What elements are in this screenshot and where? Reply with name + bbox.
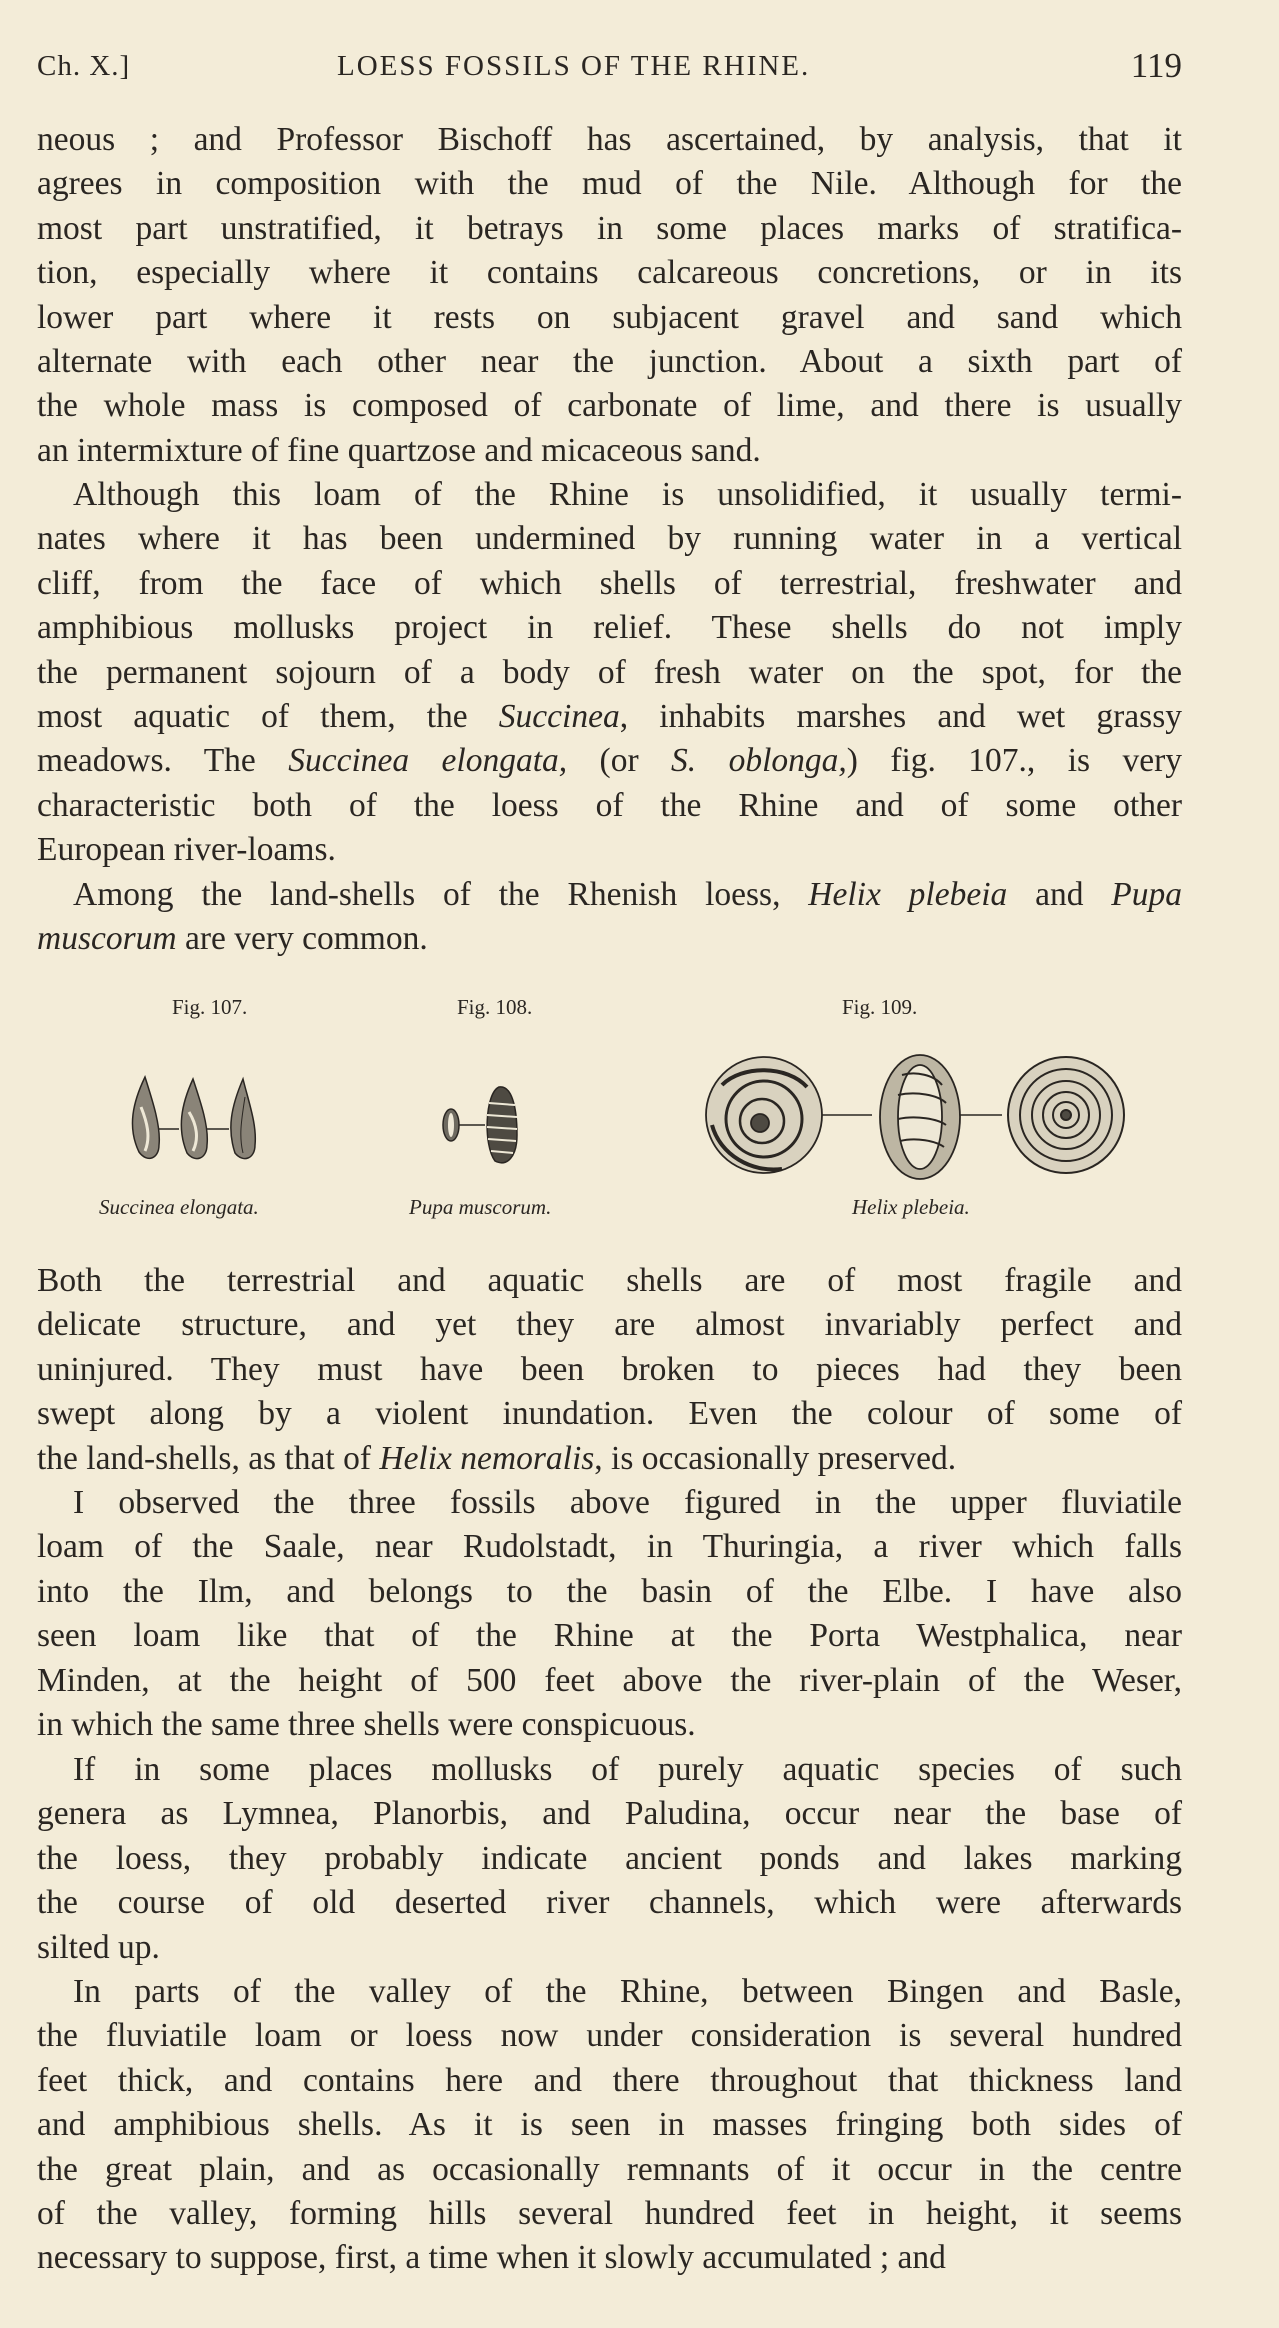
text-segment: feet thick, and contains here and there throughout that thickness land [37, 2061, 1182, 2099]
text-segment: swept along by a violent inundation. Even the colour of some of [37, 1395, 1182, 1433]
text-segment: characteristic both of the loess of the Rhine and of some other [37, 786, 1182, 824]
text-line [37, 606, 1182, 650]
text-line [37, 1303, 1182, 1347]
text-line [37, 1614, 1182, 1658]
text-segment: tion, especially where it contains calcareous concretions, or in its [37, 254, 1182, 292]
text-segment: Among the land-shells of the Rhenish loess, [73, 876, 809, 913]
text-segment: the great plain, and as occasionally remnants of it occur in the centre [37, 2150, 1182, 2188]
paragraph-3 [37, 873, 1182, 962]
text-segment: Minden, at the height of 500 feet above the river-plain of the Weser, [37, 1661, 1182, 1699]
text-segment: neous ; and Professor Bischoff has ascertained, by analysis, that it [37, 121, 1182, 158]
pupa-muscorum-illustration [437, 1075, 557, 1170]
italic-text: Succinea elongata, [288, 742, 568, 780]
running-header [37, 46, 1182, 100]
helix-plebeia-illustration [702, 1045, 1182, 1185]
text-segment: the permanent sojourn of a body of fresh water on the spot, for the [37, 653, 1182, 691]
text-segment: loam of the Saale, near Rudolstadt, in Thuringia, a river which falls [37, 1528, 1182, 1566]
running-title: LOESS FOSSILS OF THE RHINE. [337, 50, 811, 82]
text-line [37, 2148, 1182, 2192]
text-line [37, 118, 1182, 162]
text-line [37, 1792, 1182, 1836]
text-line [37, 251, 1182, 295]
text-line [37, 1837, 1182, 1881]
chapter-reference: Ch. X.] [37, 50, 131, 82]
text-segment: I observed the three fossils above figured in the upper fluviatile [73, 1484, 1182, 1521]
text-line [37, 1970, 1182, 2014]
text-segment: in which the same three shells were conspicuous. [37, 1705, 696, 1743]
text-line [37, 1659, 1182, 1703]
text-line [37, 739, 1182, 783]
italic-text: Helix plebeia [808, 876, 1008, 913]
text-segment: seen loam like that of the Rhine at the Porta Westphalica, near [37, 1617, 1182, 1655]
text-line [37, 207, 1182, 251]
text-line [37, 2192, 1182, 2236]
text-segment: into the Ilm, and belongs to the basin of the Elbe. I have also [37, 1572, 1182, 1610]
paragraph-1 [37, 118, 1182, 473]
text-line [37, 2236, 1182, 2280]
text-segment: the whole mass is composed of carbonate of lime, and there is usually [37, 387, 1182, 425]
text-line [37, 651, 1182, 695]
text-segment: delicate structure, and yet they are almost invariably perfect and [37, 1306, 1182, 1344]
text-line [37, 340, 1182, 384]
text-line [37, 1259, 1182, 1303]
text-line [37, 517, 1182, 561]
text-line [37, 429, 1182, 473]
succinea-elongata-illustration [125, 1067, 265, 1167]
paragraph-7 [37, 1970, 1182, 2281]
text-line [37, 2059, 1182, 2103]
text-segment: necessary to suppose, first, a time when it slowly accumulated ; and [37, 2239, 946, 2277]
text-segment: alternate with each other near the junction. About a sixth part of [37, 342, 1182, 380]
text-segment: European river-loams. [37, 831, 336, 869]
text-segment: , is occasionally preserved. [594, 1439, 957, 1477]
text-line [37, 1348, 1182, 1392]
text-segment: agrees in composition with the mud of the Nile. Although for the [37, 165, 1182, 203]
italic-text: S. oblonga, [671, 742, 847, 780]
text-line [37, 1703, 1182, 1747]
paragraph-4 [37, 1259, 1182, 1481]
text-segment: If in some places mollusks of purely aquatic species of such [73, 1751, 1182, 1788]
text-segment: nates where it has been undermined by running water in a vertical [37, 520, 1182, 558]
italic-text: Helix nemoralis [379, 1439, 595, 1477]
text-segment: meadows. The [37, 742, 289, 780]
text-line [37, 917, 1182, 961]
text-segment: amphibious mollusks project in relief. These shells do not imply [37, 609, 1182, 647]
text-segment: In parts of the valley of the Rhine, between Bingen and Basle, [73, 1973, 1182, 2010]
text-line [37, 828, 1182, 872]
text-segment: an intermixture of fine quartzose and micaceous sand. [37, 431, 761, 469]
italic-text: muscorum [37, 920, 177, 958]
page-number: 119 [1130, 46, 1182, 85]
fig-107-caption: Succinea elongata. [99, 1195, 259, 1219]
paragraph-6 [37, 1748, 1182, 1970]
text-segment: cliff, from the face of which shells of terrestrial, freshwater and [37, 564, 1182, 602]
text-line [37, 1392, 1182, 1436]
text-line [37, 2103, 1182, 2147]
text-segment: Both the terrestrial and aquatic shells are of most fragile and [37, 1262, 1182, 1299]
text-segment: genera as Lymnea, Planorbis, and Paludina, occur near the base of [37, 1795, 1182, 1833]
text-line [37, 873, 1182, 917]
text-segment: the course of old deserted river channels, which were afterwards [37, 1884, 1182, 1922]
text-segment: the fluviatile loam or loess now under consideration is several hundred [37, 2017, 1182, 2055]
fig-109-caption: Helix plebeia. [852, 1195, 970, 1219]
italic-text: Pupa [1111, 876, 1182, 913]
text-segment: silted up. [37, 1928, 160, 1966]
text-line [37, 784, 1182, 828]
fig-109-label: Fig. 109. [842, 995, 918, 1019]
text-line [37, 562, 1182, 606]
paragraph-5 [37, 1481, 1182, 1747]
text-segment: and amphibious shells. As it is seen in masses fringing both sides of [37, 2106, 1182, 2144]
text-line [37, 1570, 1182, 1614]
text-segment: lower part where it rests on subjacent gravel and sand which [37, 298, 1182, 336]
text-line [37, 1926, 1182, 1970]
text-segment: most aquatic of them, the [37, 697, 499, 735]
italic-text: Succinea [498, 697, 620, 735]
text-segment: , inhabits marshes and wet grassy [619, 697, 1182, 735]
fig-107-label: Fig. 107. [172, 995, 248, 1019]
paragraph-2 [37, 473, 1182, 873]
text-line [37, 1481, 1182, 1525]
text-line [37, 1881, 1182, 1925]
text-segment: ) fig. 107., is very [846, 742, 1182, 780]
text-line [37, 1748, 1182, 1792]
text-line [37, 1525, 1182, 1569]
text-segment: most part unstratified, it betrays in some places marks of stratifica- [37, 209, 1182, 247]
figure-row [37, 995, 1182, 1235]
text-line [37, 1437, 1182, 1481]
text-line [37, 473, 1182, 517]
text-segment: Although this loam of the Rhine is unsolidified, it usually termi- [73, 476, 1182, 513]
text-line [37, 2014, 1182, 2058]
text-segment: of the valley, forming hills several hundred feet in height, it seems [37, 2194, 1182, 2232]
text-segment: uninjured. They must have been broken to pieces had they been [37, 1350, 1182, 1388]
text-line [37, 296, 1182, 340]
text-segment: are very common. [176, 920, 428, 958]
text-line [37, 384, 1182, 428]
text-segment: the loess, they probably indicate ancient ponds and lakes marking [37, 1839, 1182, 1877]
fig-108-caption: Pupa muscorum. [409, 1195, 552, 1219]
text-line [37, 162, 1182, 206]
text-segment: (or [567, 742, 672, 780]
text-line [37, 695, 1182, 739]
text-segment: and [1007, 876, 1112, 913]
fig-108-label: Fig. 108. [457, 995, 533, 1019]
text-segment: the land-shells, as that of [37, 1439, 380, 1477]
